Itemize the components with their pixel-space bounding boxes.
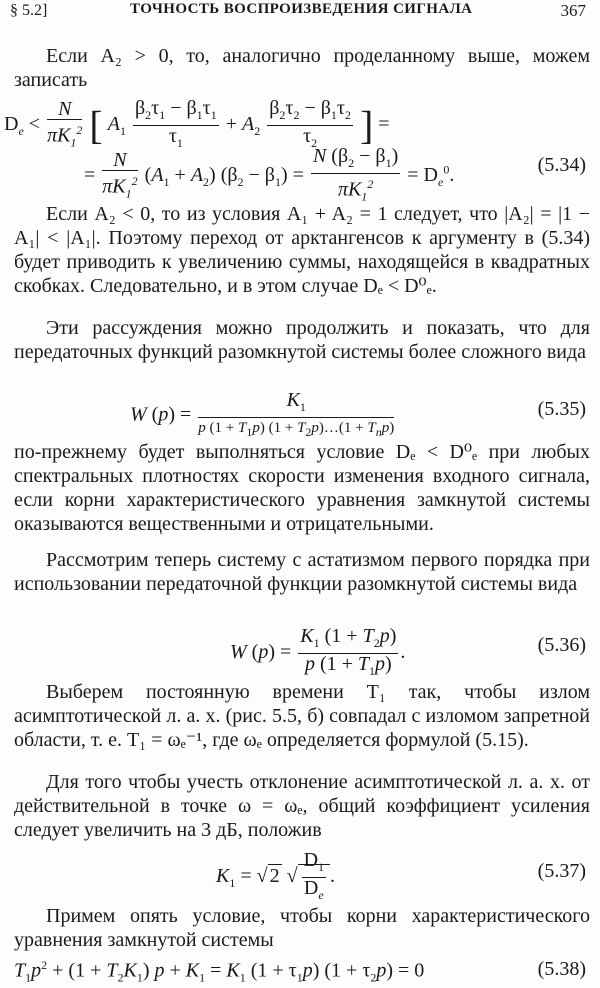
equation-5-36: W (p) = $\frac{K_1 (1 + T_2p)}{p (1 + T_1p)}$ . xyxy=(230,625,406,678)
paragraph-5: Рассмотрим теперь систему с астатизмом первого порядка при использовании передаточной функции разомкнутой системы вида xyxy=(14,549,590,595)
running-title: ТОЧНОСТЬ ВОСПРОИЗВЕДЕНИЯ СИГНАЛА xyxy=(130,1,473,17)
section-ref: § 5.2] xyxy=(10,2,48,19)
paragraph-3: Эти рассуждения можно продолжить и показать, что для передаточных функций разомкнутой системы более сложного вида xyxy=(14,317,590,363)
equation-5-38: $T_1p^2 + (1 + T_2K_1) p + K_1 = K_1$ $(1 + \tau_1p)$ $(1 + \tau_2p) = 0$ xyxy=(14,958,425,985)
paragraph-6: Выберем постоянную времени T₁ так, чтобы излом асимптотической л. а. х. (рис. 5.5, б) совпадал с изломом запретной области, т. е. T₁ = ωₑ⁻¹, где ωₑ определяется формулой (5.15). xyxy=(14,681,590,751)
paragraph-1: Если A₂ > 0, то, аналогично проделанному выше, можем записать xyxy=(14,45,590,91)
equation-5-37: $K_1$ = √ 2 √ $\frac{D_1}{D_e}$ . xyxy=(216,849,336,902)
equation-number-5-36: (5.36) xyxy=(537,634,586,656)
paragraph-7: Для того чтобы учесть отклонение асимптотической л. а. х. от действительной в точке ω = ωₑ, общий коэффициент усиления следует увеличить на 3 дБ, положив xyxy=(14,771,590,841)
paragraph-2: Если A₂ < 0, то из условия A₁ + A₂ = 1 следует, что |A₂| = |1 − A₁| < |A₁|. Поэтому переход от арктангенсов к аргументу в (5.34) будет приводить к увеличению суммы, находящейся в квадратных скобках. Следовательно, и в этом случае Dₑ < D⁰ₑ. xyxy=(14,203,590,297)
equation-5-34-line-2: = $\frac{N}{\pi K_1^2}$ $(A_1 + A_2) (\beta_2 - \beta_1)$ = $\frac{N (\beta_2 - \beta_1)}{\pi K_1^2}$ = $D_e^0$. xyxy=(84,145,455,204)
equation-number-5-34: (5.34) xyxy=(537,154,586,176)
equation-number-5-37: (5.37) xyxy=(537,860,586,882)
paragraph-8: Примем опять условие, чтобы корни характеристического уравнения замкнутой системы xyxy=(14,905,590,951)
equation-number-5-35: (5.35) xyxy=(537,398,586,420)
equation-number-5-38: (5.38) xyxy=(537,958,586,980)
page-number: 367 xyxy=(560,1,586,20)
equation-5-35: W (p) = $\frac{K_1}{p (1 + T_1p) (1 + T_2p)\dots(1 + T_np)}$ xyxy=(130,389,395,439)
paragraph-4: по-прежнему будет выполняться условие Dₑ < D⁰ₑ при любых спектральных плотностях скорости изменения входного сигнала, если корни характеристического уравнения замкнутой системы оказываются вещественными и отрицательными. xyxy=(14,441,590,535)
equation-5-34-line-1: $D_e$ < $\frac{N}{\pi K_1^2}$ [ $A_1$ $\frac{\beta_2\tau_1 - \beta_1\tau_1}{\tau_1}$ + $A_2$ $\frac{\beta_2\tau_2 - \beta_1\tau_2}{\tau_2}$ ] = xyxy=(4,97,390,150)
